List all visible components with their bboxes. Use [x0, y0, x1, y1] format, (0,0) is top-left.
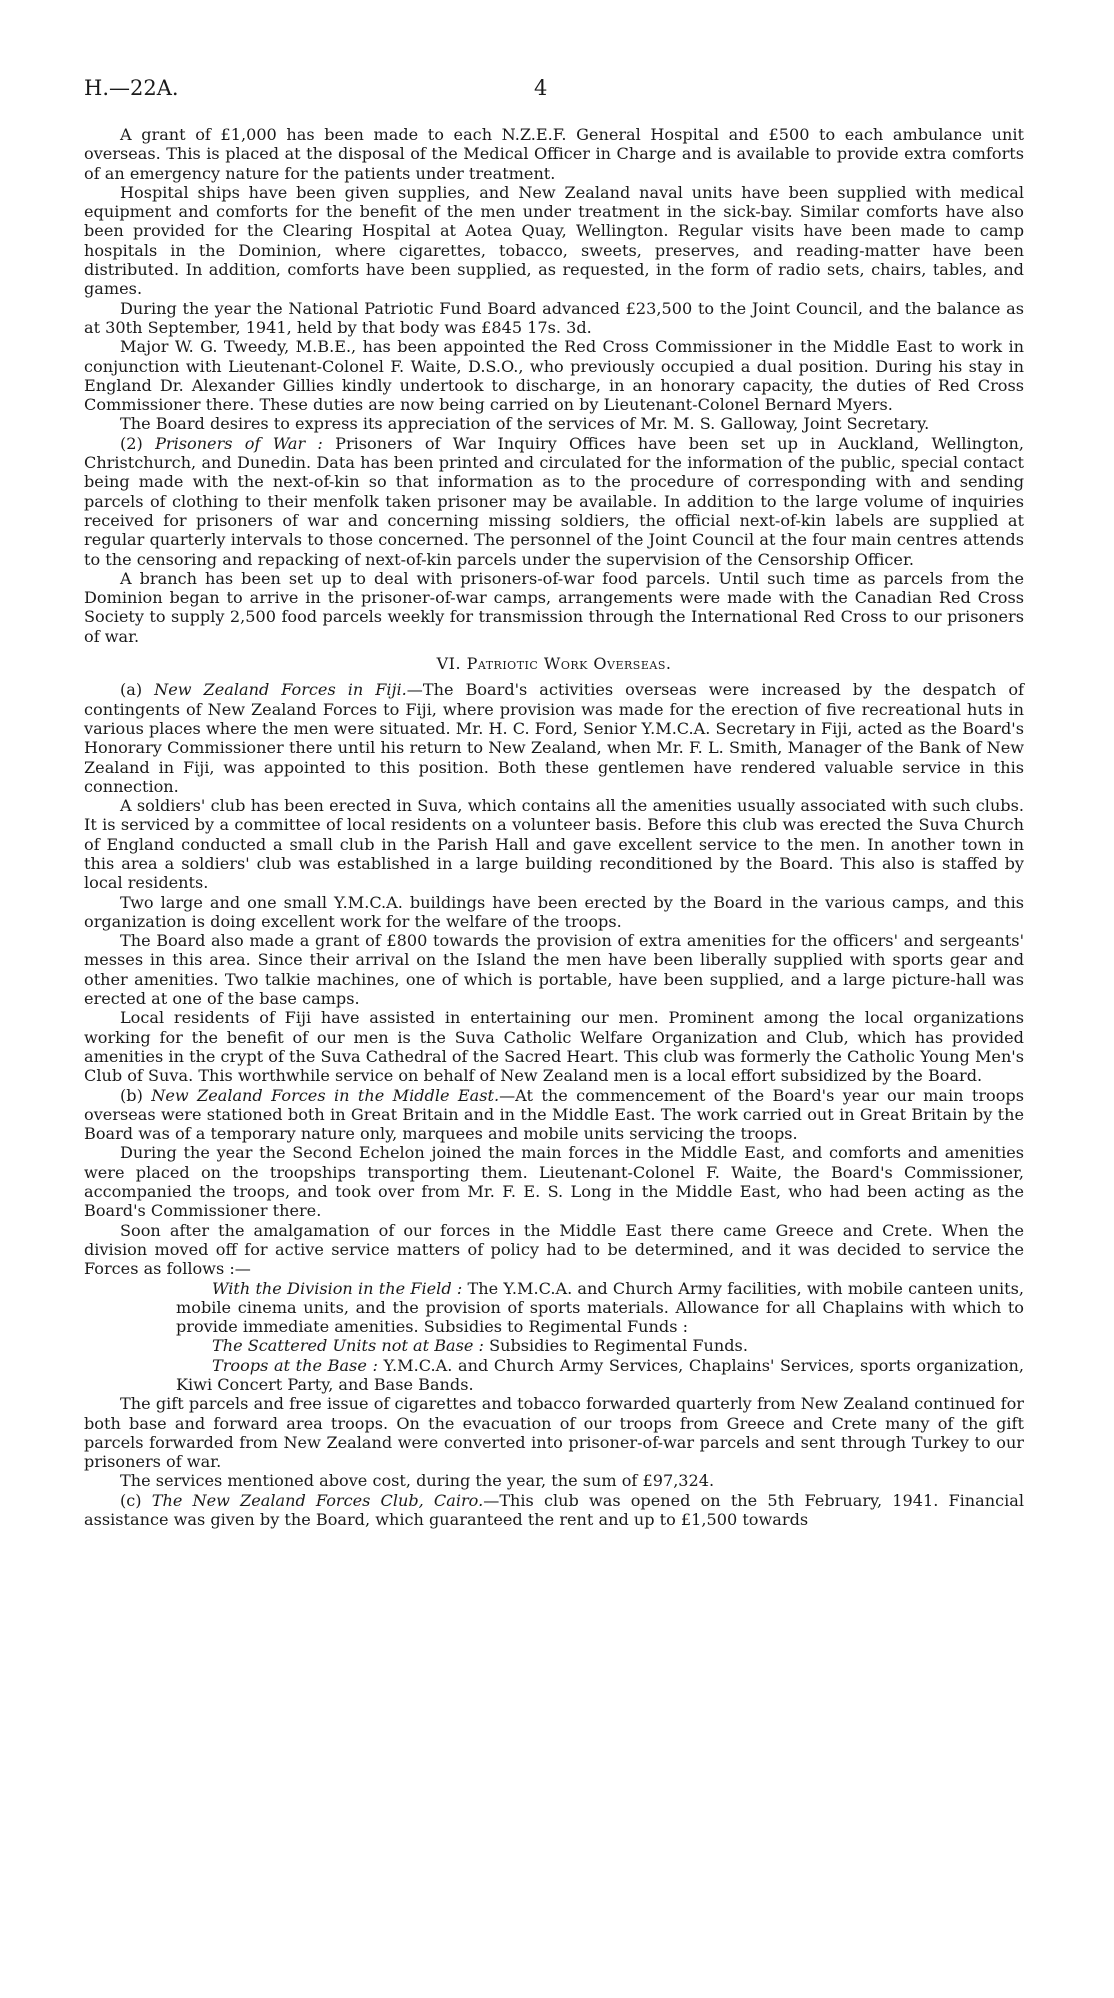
- list-item: [84, 1279, 1024, 1337]
- section-heading: VI. Patriotic Work Overseas.: [436, 654, 672, 674]
- item-title: New Zealand Forces in Fiji.: [154, 680, 407, 700]
- item-title: Prisoners of War :: [155, 433, 323, 453]
- list-item-text: The Y.M.C.A. and Church Army facilities, with mobile canteen units, mobile cinema units, and the provision of sports materials. Allowance for all Chaplains with which to provide immediate amenities. Subsidies to Regimental Funds :: [176, 1278, 1024, 1337]
- item-text: Prisoners of War Inquiry Offices have been set up in Auckland, Wellington, Christchurch, and Dunedin. Data has been printed and circulated for the information of the public, special contact being made with the next-of-kin so that information as to the procedure of corresponding with and sending parcels of clothing to their menfolk taken prisoner may be available. In addition to the large volume of inquiries received for prisoners of war and concerning missing soldiers, the official next-of-kin labels are supplied at regular quarterly intervals to those concerned. The personnel of the Joint Council at the four main centres attends to the censoring and repacking of next-of-kin parcels under the supervision of the Censorship Officer.: [84, 433, 1024, 569]
- item-title: The New Zealand Forces Club, Cairo.: [151, 1490, 484, 1510]
- list-item-text: Subsidies to Regimental Funds.: [483, 1336, 748, 1356]
- item-text: —The Board's activities overseas were increased by the despatch of contingents of New Zealand Forces to Fiji, where provision was made for the erection of five recreational huts in various places where the men were situated. Mr. H. C. Ford, Senior Y.M.C.A. Secretary in Fiji, acted as the Board's Honorary Commissioner there until his return to New Zealand, when Mr. F. L. Smith, Manager of the Bank of New Zealand in Fiji, was appointed to this position. Both these gentlemen have rendered valuable service in this connection.: [84, 680, 1024, 796]
- paragraph: A soldiers' club has been erected in Suva, which contains all the amenities usually associated with such clubs. It is serviced by a committee of local residents on a volunteer basis. Before this club was erected the Suva Church of England conducted a small club in the Parish Hall and gave excellent service to the men. In another town in this area a soldiers' club was established in a large building reconditioned by the Board. This also is staffed by local residents.: [84, 796, 1024, 893]
- body-text: [84, 125, 1024, 1529]
- paragraph: The gift parcels and free issue of cigarettes and tobacco forwarded quarterly from New Zealand continued for both base and forward area troops. On the evacuation of our troops from Greece and Crete many of the gift parcels forwarded from New Zealand were converted into prisoner-of-war parcels and sent through Turkey to our prisoners of war.: [84, 1394, 1024, 1472]
- paragraph: The Board desires to express its appreciation of the services of Mr. M. S. Galloway, Joint Secretary.: [120, 414, 930, 434]
- item-label: (a): [120, 680, 155, 700]
- paragraph: The Board also made a grant of £800 towards the provision of extra amenities for the officers' and sergeants' messes in this area. Since their arrival on the Island the men have been liberally supplied with sports gear and other amenities. Two talkie machines, one of which is portable, have been supplied, and a large picture-hall was erected at one of the base camps.: [84, 931, 1024, 1009]
- list-item: [84, 1336, 1024, 1355]
- item-label: (c): [120, 1490, 152, 1510]
- page-number: 4: [534, 76, 548, 100]
- item-title: New Zealand Forces in the Middle East.: [151, 1085, 500, 1105]
- paragraph: During the year the Second Echelon joined the main forces in the Middle East, and comforts and amenities were placed on the troopships transporting them. Lieutenant-Colonel F. Waite, the Board's Commissioner, accompanied the troops, and took over from Mr. F. E. S. Long in the Middle East, who had been acting as the Board's Commissioner there.: [84, 1143, 1024, 1221]
- paragraph: A grant of £1,000 has been made to each N.Z.E.F. General Hospital and £500 to each ambulance unit overseas. This is placed at the disposal of the Medical Officer in Charge and is available to provide extra comforts of an emergency nature for the patients under treatment.: [84, 125, 1024, 183]
- list-item: [84, 1356, 1024, 1395]
- paragraph: The services mentioned above cost, during the year, the sum of £97,324.: [120, 1471, 715, 1491]
- paragraph: Local residents of Fiji have assisted in entertaining our men. Prominent among the local organizations working for the benefit of our men is the Suva Catholic Welfare Organization and Club, which has provided amenities in the crypt of the Suva Cathedral of the Sacred Heart. This club was formerly the Catholic Young Men's Club of Suva. This worthwhile service on behalf of New Zealand men is a local effort subsidized by the Board.: [84, 1008, 1024, 1086]
- item-text: —This club was opened on the 5th February, 1941. Financial assistance was given by the Board, which guaranteed the rent and up to £1,500 towards: [84, 1490, 1025, 1530]
- cairo-paragraph: [84, 1491, 1024, 1530]
- fiji-paragraph: [84, 680, 1024, 796]
- list-item-label: The Scattered Units not at Base :: [212, 1336, 484, 1356]
- paragraph: A branch has been set up to deal with prisoners-of-war food parcels. Until such time as parcels from the Dominion began to arrive in the prisoner-of-war camps, arrangements were made with the Canadian Red Cross Society to supply 2,500 food parcels weekly for transmission through the International Red Cross to our prisoners of war.: [84, 568, 1024, 646]
- paragraph: Two large and one small Y.M.C.A. buildings have been erected by the Board in the various camps, and this organization is doing excellent work for the welfare of the troops.: [84, 892, 1024, 931]
- item-label: (b): [120, 1085, 152, 1105]
- item-label: (2): [120, 433, 156, 453]
- paragraph: During the year the National Patriotic Fund Board advanced £23,500 to the Joint Council, and the balance as at 30th September, 1941, held by that body was £845 17s. 3d.: [84, 298, 1024, 337]
- middle-east-paragraph: [84, 1086, 1024, 1144]
- item-text: —At the commencement of the Board's year our main troops overseas were stationed both in Great Britain and in the Middle East. The work carried out in Great Britain by the Board was of a temporary nature only, marquees and mobile units servicing the troops.: [84, 1085, 1024, 1144]
- list-item-label: Troops at the Base :: [212, 1355, 378, 1375]
- paragraph: Major W. G. Tweedy, M.B.E., has been appointed the Red Cross Commissioner in the Middle East to work in conjunction with Lieutenant-Colonel F. Waite, D.S.O., who previously occupied a dual position. During his stay in England Dr. Alexander Gillies kindly undertook to discharge, in an honorary capacity, the duties of Red Cross Commissioner there. These duties are now being carried on by Lieutenant-Colonel Bernard Myers.: [84, 337, 1024, 415]
- paragraph: Hospital ships have been given supplies, and New Zealand naval units have been supplied with medical equipment and comforts for the benefit of the men under treatment in the sick-bay. Similar comforts have also been provided for the Clearing Hospital at Aotea Quay, Wellington. Regular visits have been made to camp hospitals in the Dominion, where cigarettes, tobacco, sweets, preserves, and reading-matter have been distributed. In addition, comforts have been supplied, as requested, in the form of radio sets, chairs, tables, and games.: [84, 182, 1024, 299]
- list-item-text: Y.M.C.A. and Church Army Services, Chaplains' Services, sports organization, Kiwi Concert Party, and Base Bands.: [176, 1355, 1024, 1394]
- list-item-label: With the Division in the Field :: [212, 1278, 463, 1298]
- document-reference: H.—22A.: [84, 76, 179, 100]
- paragraph: Soon after the amalgamation of our forces in the Middle East there came Greece and Crete. When the division moved off for active service matters of policy had to be determined, and it was decided to service the Forces as follows :—: [84, 1220, 1024, 1279]
- prisoners-of-war-paragraph: [84, 434, 1024, 569]
